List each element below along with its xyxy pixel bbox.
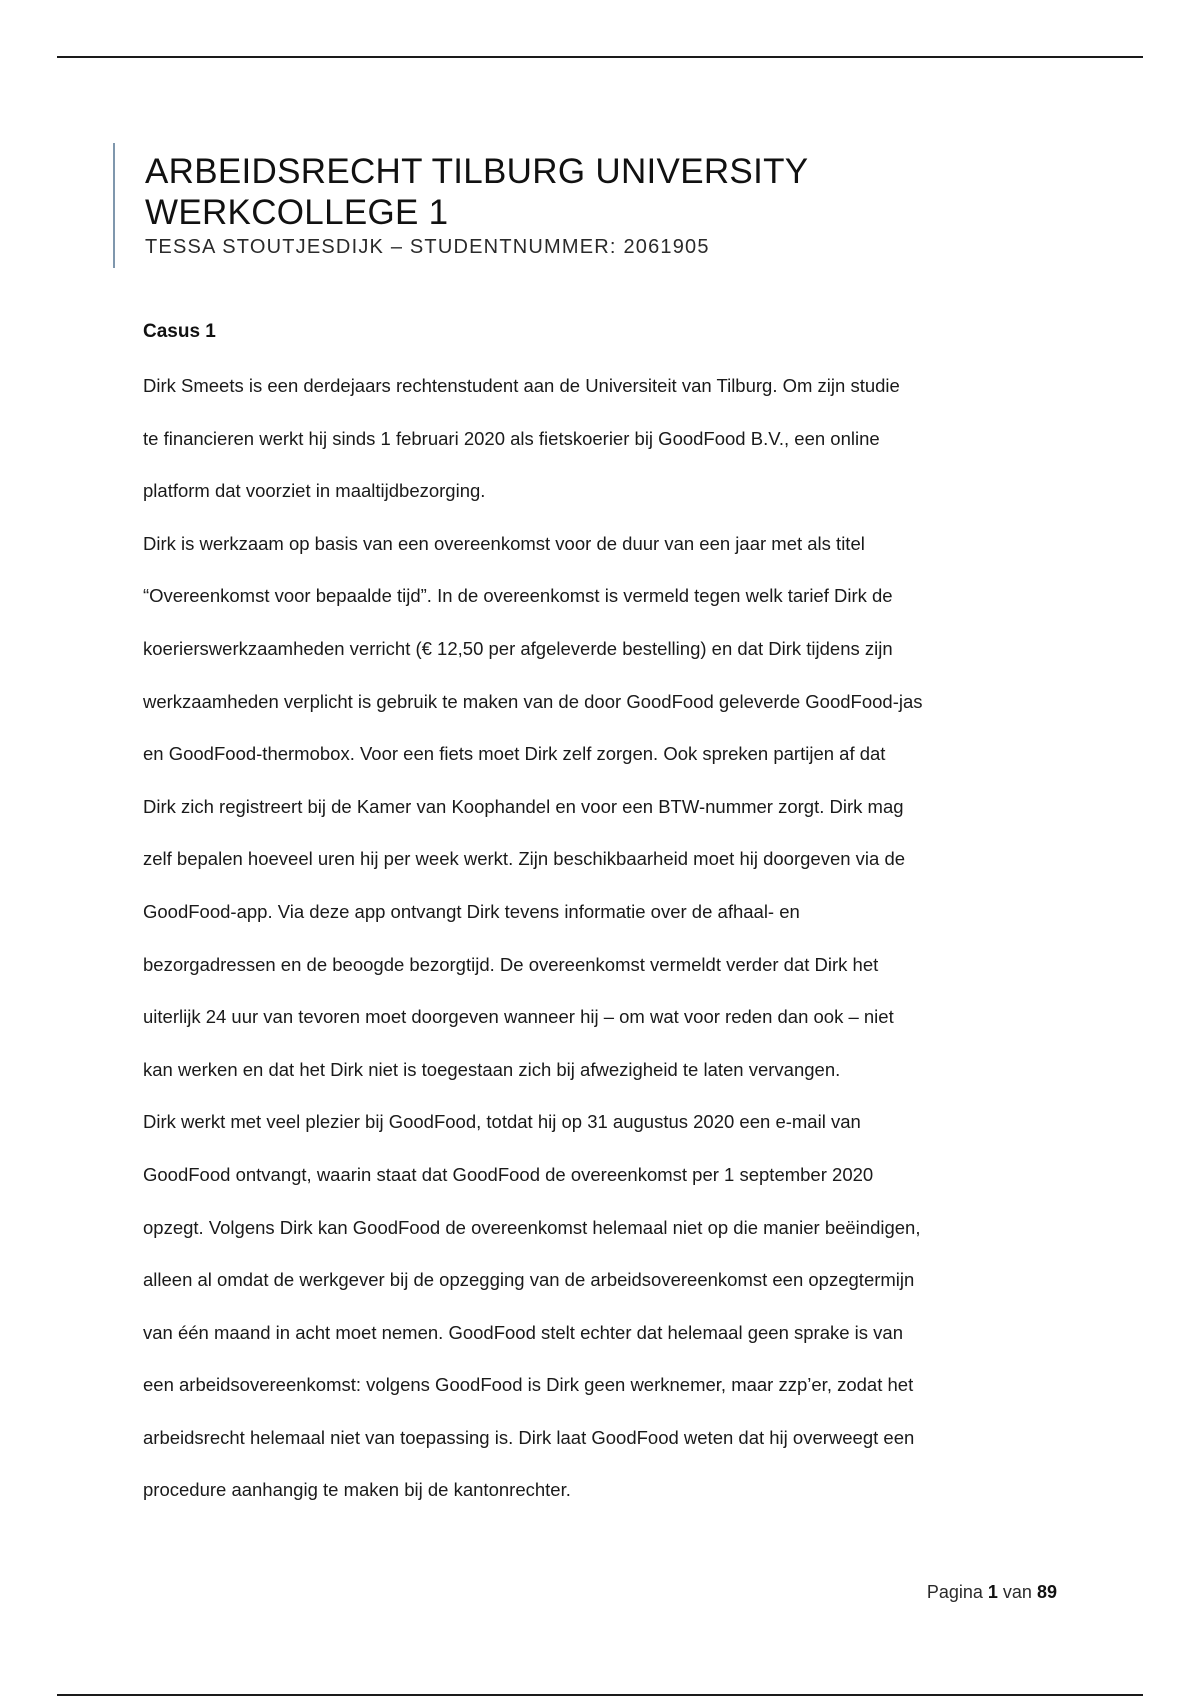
case-text-line: Dirk is werkzaam op basis van een overeenkomst voor de duur van een jaar met als titel [143, 532, 865, 554]
page-total: 89 [1036, 1582, 1057, 1602]
document-title-line-1: ARBEIDSRECHT TILBURG UNIVERSITY [145, 152, 809, 191]
page-current: 1 [987, 1582, 998, 1602]
case-text-line: GoodFood-app. Via deze app ontvangt Dirk tevens informatie over de afhaal- en [143, 900, 800, 922]
case-text-line: een arbeidsovereenkomst: volgens GoodFood is Dirk geen werknemer, maar zzp’er, zodat het [143, 1374, 914, 1396]
case-text-line: werkzaamheden verplicht is gebruik te maken van de door GoodFood geleverde GoodFood-jas [143, 690, 923, 712]
case-text-line: alleen al omdat de werkgever bij de opzegging van de arbeidsovereenkomst een opzegtermijn [143, 1269, 915, 1291]
page-label: Pagina [926, 1582, 983, 1602]
case-text-line: uiterlijk 24 uur van tevoren moet doorgeven wanneer hij – om wat voor reden dan ook – niet [143, 1006, 894, 1028]
document-subtitle: TESSA STOUTJESDIJK – STUDENTNUMMER: 2061905 [145, 236, 710, 258]
case-text-line: Dirk Smeets is een derdejaars rechtenstudent aan de Universiteit van Tilburg. Om zijn studie [143, 375, 900, 396]
footer-rule [57, 1694, 1143, 1696]
header-rule [57, 56, 1143, 58]
case-text-line: GoodFood ontvangt, waarin staat dat GoodFood de overeenkomst per 1 september 2020 [143, 1163, 874, 1185]
case-text-line: platform dat voorziet in maaltijdbezorging. [143, 480, 486, 502]
case-text-line: opzegt. Volgens Dirk kan GoodFood de overeenkomst helemaal niet op die manier beëindigen, [143, 1216, 921, 1238]
case-heading: Casus 1 [143, 321, 216, 342]
case-text-line: van één maand in acht moet nemen. GoodFood stelt echter dat helemaal geen sprake is van [143, 1321, 903, 1343]
page-footer [927, 1580, 1057, 1604]
case-text-line: te financieren werkt hij sinds 1 februari 2020 als fietskoerier bij GoodFood B.V., een online [143, 427, 880, 449]
page-of-label: van [1002, 1582, 1032, 1602]
case-body [143, 372, 1063, 1529]
document-title-line-2: WERKCOLLEGE 1 [145, 193, 449, 232]
case-text-line: arbeidsrecht helemaal niet van toepassing is. Dirk laat GoodFood weten dat hij overweegt een [143, 1426, 915, 1448]
case-text-line: en GoodFood-thermobox. Voor een fiets moet Dirk zelf zorgen. Ook spreken partijen af dat [143, 743, 886, 765]
case-text-line: “Overeenkomst voor bepaalde tijd”. In de overeenkomst is vermeld tegen welk tarief Dirk de [143, 585, 893, 607]
case-text-line: procedure aanhangig te maken bij de kantonrechter. [143, 1479, 571, 1501]
case-text-line: Dirk werkt met veel plezier bij GoodFood, totdat hij op 31 augustus 2020 een e-mail van [143, 1111, 861, 1133]
case-text-line: bezorgadressen en de beoogde bezorgtijd. De overeenkomst vermeldt verder dat Dirk het [143, 953, 879, 975]
case-text-line: kan werken en dat het Dirk niet is toegestaan zich bij afwezigheid te laten vervangen. [143, 1058, 841, 1080]
case-text-line: Dirk zich registreert bij de Kamer van Koophandel en voor een BTW-nummer zorgt. Dirk mag [143, 795, 904, 817]
case-text-line: koerierswerkzaamheden verricht (€ 12,50 per afgeleverde bestelling) en dat Dirk tijdens zijn [143, 637, 893, 659]
title-block [113, 143, 1075, 268]
case-text-line: zelf bepalen hoeveel uren hij per week werkt. Zijn beschikbaarheid moet hij doorgeven via de [143, 848, 906, 870]
